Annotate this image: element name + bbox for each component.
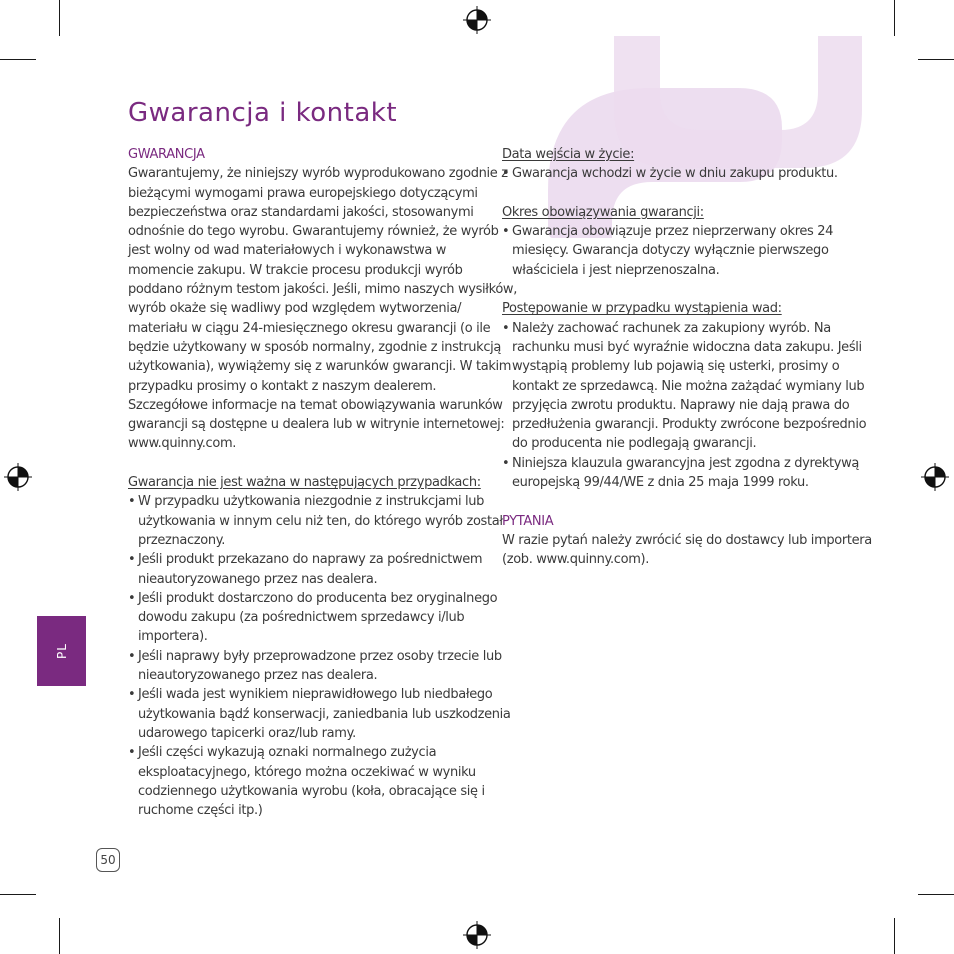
list-item-line: • Jeśli produkt przekazano do naprawy za pośrednictwem [138,552,483,568]
text-line: jest wolny od wad materiałowych i wykonawstwa w [128,243,447,259]
language-tab [37,616,86,686]
list-item-line: nieautoryzowanego przez nas dealera. [138,571,378,587]
page-number: 50 [96,848,120,872]
defects-procedure-list [502,319,867,493]
warranty-period-list [502,222,852,280]
list-item-line: • Jeśli produkt dostarczono do producenta bez oryginalnego [138,590,498,606]
list-item-line: przyjęcia zwrotu produktu. Naprawy nie dają prawa do [512,397,850,413]
list-item [502,319,867,454]
text-line: użytkowania), wywiążemy się z warunków gwarancji. W takim [128,359,512,375]
warranty-paragraph [128,164,517,453]
text-line: (zob. www.quinny.com). [502,552,650,568]
list-item-line: • W przypadku użytkowania niezgodnie z instrukcjami lub [138,494,485,510]
list-item-line: ruchome części itp.) [138,803,263,819]
text-line: odnośnie do tego wyrobu. Gwarantujemy również, że wyrób [128,224,499,240]
text-line: będzie użytkowany w sposób normalny, zgodnie z instrukcją [128,339,502,355]
list-item-line: • Jeśli naprawy były przeprowadzone przez osoby trzecie lub [138,648,502,664]
invalid-cases-heading: Gwarancja nie jest ważna w następujących przypadkach: [128,475,481,491]
list-item [502,454,860,493]
list-item-line: przedłużenia gwarancji. Produkty zwrócone bezpośrednio [512,417,867,433]
text-line: bieżącymi wymogami prawa europejskiego dotyczącymi [128,185,478,201]
list-item-line: udarowego tapicerki oraz/lub ramy. [138,725,356,741]
questions-paragraph [502,531,872,570]
effective-date-list [502,164,852,183]
list-item-line: • Jeśli wada jest wynikiem nieprawidłowego lub niedbałego [138,687,493,703]
list-item [128,492,503,550]
list-item-line: • Jeśli części wykazują oznaki normalnego zużycia [138,745,437,761]
list-item [128,550,488,589]
effective-date-heading: Data wejścia w życie: [502,147,635,162]
list-item-line: europejską 99/44/WE z dnia 25 maja 1999 roku. [512,475,809,491]
warranty-period-heading: Okres obowiązywania gwarancji: [502,204,704,220]
list-item-line: dowodu zakupu (za pośrednictwem sprzedawcy i/lub [138,610,465,626]
list-item-line: wystąpią problemy lub pojawią się usterki, prosimy o [512,359,840,375]
list-item-line: eksploatacyjnego, którego można oczekiwać w wyniku [138,764,476,780]
terms-column [502,145,872,570]
list-item [502,222,852,280]
warranty-column [128,145,517,820]
list-item [128,589,498,647]
list-item [128,743,488,820]
text-line: www.quinny.com. [128,436,237,452]
list-item-line: miesięcy. Gwarancja dotyczy wyłącznie pierwszego [512,243,829,259]
list-item-line: importera). [138,629,208,645]
invalid-cases-list [128,492,511,820]
text-line: materiału w ciągu 24-miesięcznego okresu gwarancji (o ile [128,320,491,336]
list-item-line: kontakt ze sprzedawcą. Nie można zażądać wymiany lub [512,378,865,394]
list-item-line: codziennego użytkowania wyrobu (koła, obracające się i [138,783,485,799]
list-item-line: • Gwarancja obowiązuje przez nieprzerwany okres 24 [512,224,834,240]
page-title: Gwarancja i kontakt [128,98,398,128]
list-item-line: • Należy zachować rachunek za zakupiony wyrób. Na [512,320,831,336]
list-item-line: rachunku musi być wyraźnie widoczna data zakupu. Jeśli [512,339,862,355]
list-item-line: użytkowania bądź konserwacji, zaniedbania lub uszkodzenia [138,706,511,722]
list-item [502,164,852,183]
list-item-line: do producenta nie podlegają gwarancji. [512,436,757,452]
language-tab-label: PL [54,643,69,659]
defects-procedure-heading: Postępowanie w przypadku wystąpienia wad: [502,301,782,317]
text-line: Szczegółowe informacje na temat obowiązywania warunków [128,397,503,413]
list-item-line: • Gwarancja wchodzi w życie w dniu zakupu produktu. [512,166,838,182]
text-line: poddano różnym testom jakości. Jeśli, mimo naszych wysiłków, [128,282,517,298]
text-line: przypadku prosimy o kontakt z naszym dealerem. [128,378,437,394]
list-item-line: użytkowania w innym celu niż ten, do którego wyrób został [138,513,503,529]
list-item [128,647,502,686]
text-line: gwarancji są dostępne u dealera lub w witrynie internetowej: [128,417,505,433]
list-item-line: nieautoryzowanego przez nas dealera. [138,668,378,684]
list-item [128,685,511,743]
text-line: W razie pytań należy zwrócić się do dostawcy lub importera [502,532,872,548]
list-item-line: właściciela i jest nieprzenoszalna. [512,262,720,278]
list-item-line: przeznaczony. [138,532,226,548]
text-line: wyrób okaże się wadliwy pod względem wytworzenia/ [128,301,462,317]
list-item-line: • Niniejsza klauzula gwarancyjna jest zgodna z dyrektywą [512,455,860,471]
warranty-heading: GWARANCJA [128,147,205,162]
text-line: bezpieczeństwa oraz standardami jakości, stosowanymi [128,204,474,220]
questions-heading: PYTANIA [502,513,554,529]
text-line: momencie zakupu. W trakcie procesu produkcji wyrób [128,262,463,278]
text-line: Gwarantujemy, że niniejszy wyrób wyprodukowano zgodnie z [128,166,508,182]
